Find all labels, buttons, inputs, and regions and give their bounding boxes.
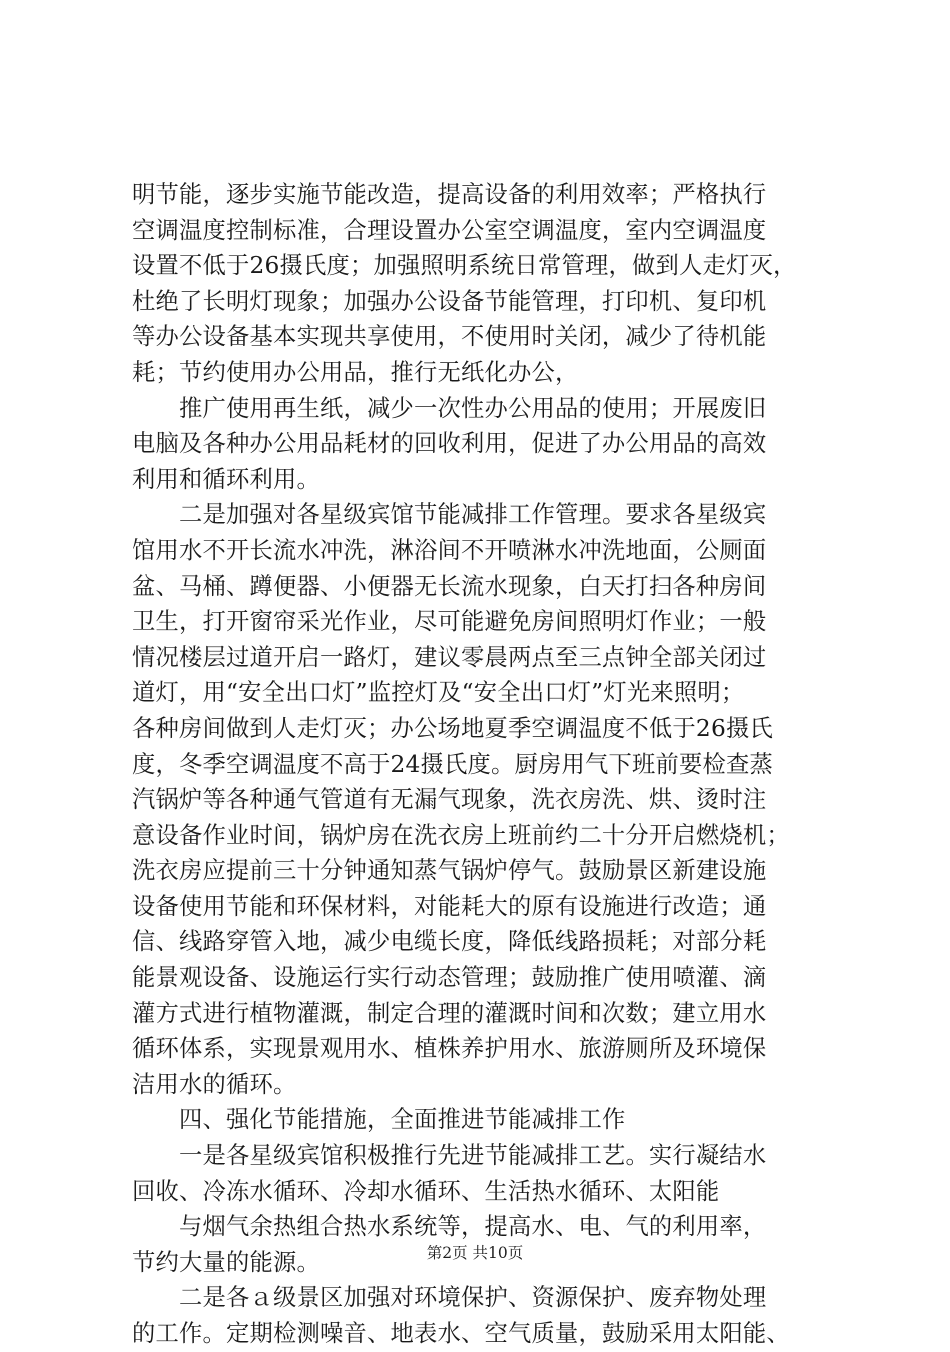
text-line: 情况楼层过道开启一路灯，建议零晨两点至三点钟全部关闭过 (132, 643, 767, 671)
text-line: 四、强化节能措施，全面推进节能减排工作 (179, 1106, 626, 1134)
text-line: 耗；节约使用办公用品，推行无纸化办公， (132, 358, 579, 386)
text-line: 节约大量的能源。 (132, 1248, 320, 1276)
text-line: 能景观设备、设施运行实行动态管理；鼓励推广使用喷灌、滴 (132, 964, 767, 992)
text-line: 各种房间做到人走灯灭；办公场地夏季空调温度不低于26摄氏 (132, 714, 773, 742)
text-line: 一是各星级宾馆积极推行先进节能减排工艺。实行凝结水 (179, 1142, 767, 1170)
text-line: 等办公设备基本实现共享使用，不使用时关闭，减少了待机能 (132, 323, 767, 351)
text-line: 卫生，打开窗帘采光作业，尽可能避免房间照明灯作业；一般 (132, 608, 767, 636)
text-line: 杜绝了长明灯现象；加强办公设备节能管理，打印机、复印机 (132, 287, 767, 315)
text-line: 回收、冷冻水循环、冷却水循环、生活热水循环、太阳能 (132, 1177, 720, 1205)
text-line: 道灯，用“安全出口灯”监控灯及“安全出口灯”灯光来照明； (132, 679, 745, 707)
text-line: 盆、马桶、蹲便器、小便器无长流水现象，白天打扫各种房间 (132, 572, 767, 600)
text-line: 利用和循环利用。 (132, 465, 320, 493)
text-line: 二是加强对各星级宾馆节能减排工作管理。要求各星级宾 (179, 501, 767, 529)
text-line: 设备使用节能和环保材料，对能耗大的原有设施进行改造；通 (132, 892, 767, 920)
text-line: 空调温度控制标准，合理设置办公室空调温度，室内空调温度 (132, 216, 767, 244)
text-line: 的工作。定期检测噪音、地表水、空气质量，鼓励采用太阳能、 (132, 1320, 790, 1347)
text-line: 度，冬季空调温度不高于24摄氏度。厨房用气下班前要检查蒸 (132, 750, 773, 778)
text-line: 设置不低于26摄氏度；加强照明系统日常管理，做到人走灯灭， (132, 252, 797, 280)
text-line: 信、线路穿管入地，减少电缆长度，降低线路损耗；对部分耗 (132, 928, 767, 956)
text-line: 循环体系，实现景观用水、植株养护用水、旅游厕所及环境保 (132, 1035, 767, 1063)
text-line: 洗衣房应提前三十分钟通知蒸气锅炉停气。鼓励景区新建设施 (132, 857, 767, 885)
text-line: 馆用水不开长流水冲洗，淋浴间不开喷淋水冲洗地面，公厕面 (132, 536, 767, 564)
text-line: 推广使用再生纸，减少一次性办公用品的使用；开展废旧 (179, 394, 767, 422)
text-line: 汽锅炉等各种通气管道有无漏气现象，洗衣房洗、烘、烫时注 (132, 786, 767, 814)
text-line: 洁用水的循环。 (132, 1070, 297, 1098)
text-line: 意设备作业时间，锅炉房在洗衣房上班前约二十分开启燃烧机； (132, 821, 790, 849)
text-line: 电脑及各种办公用品耗材的回收利用，促进了办公用品的高效 (132, 430, 767, 458)
text-line: 与烟气余热组合热水系统等，提高水、电、气的利用率， (179, 1213, 767, 1241)
page-footer: 第2页 共10页 (426, 1244, 524, 1262)
document-body (132, 177, 840, 1352)
text-line: 明节能，逐步实施节能改造，提高设备的利用效率；严格执行 (132, 181, 767, 208)
text-line: 二是各ａ级景区加强对环境保护、资源保护、废弃物处理 (179, 1284, 767, 1312)
text-line: 灌方式进行植物灌溉，制定合理的灌溉时间和次数；建立用水 (132, 999, 767, 1027)
